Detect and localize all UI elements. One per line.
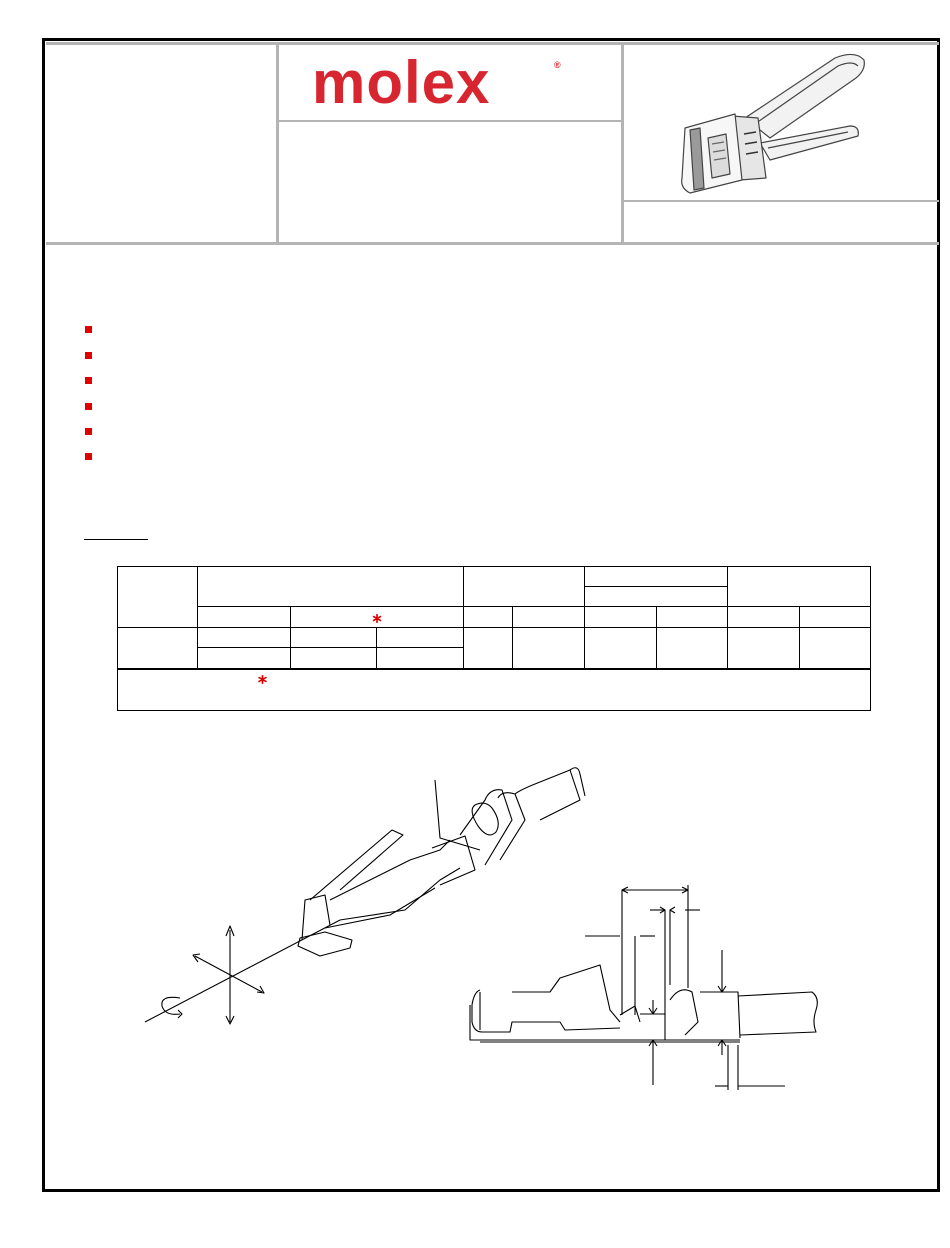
molex-logo bbox=[312, 49, 562, 116]
spec-header-cell bbox=[585, 587, 728, 607]
bullet-marker bbox=[85, 377, 92, 384]
spec-data-cell bbox=[728, 628, 800, 669]
terminal-isometric-view bbox=[145, 768, 585, 1024]
header-bottom-rule bbox=[46, 242, 939, 245]
terminal-drawings bbox=[140, 760, 820, 1100]
spec-data-cell bbox=[513, 628, 585, 669]
spec-header-cell bbox=[198, 567, 464, 607]
spec-data-cell bbox=[464, 628, 513, 669]
bullet-marker bbox=[85, 428, 92, 435]
header-divider-right bbox=[621, 42, 624, 245]
spec-data-cell bbox=[291, 648, 377, 669]
spec-data-cell bbox=[657, 628, 728, 669]
asterisk-marker: ⁎ bbox=[372, 606, 382, 626]
spec-header-cell bbox=[728, 567, 871, 607]
spec-subheader-cell bbox=[198, 607, 291, 628]
spec-data-cell bbox=[198, 648, 291, 669]
spec-data-cell bbox=[118, 628, 198, 669]
spec-note-cell bbox=[118, 666, 871, 711]
spec-header-cell bbox=[118, 567, 198, 628]
terminal-side-view bbox=[470, 885, 817, 1090]
spec-data-cell bbox=[377, 648, 464, 669]
spec-data-cell bbox=[585, 628, 657, 669]
bullet-marker bbox=[85, 453, 92, 460]
header-top-rule bbox=[46, 42, 939, 45]
bullet-marker bbox=[85, 326, 92, 333]
spec-header-cell bbox=[585, 567, 728, 587]
spec-subheader-cell bbox=[513, 607, 585, 628]
image-cell-rule bbox=[623, 200, 939, 202]
spec-table bbox=[117, 566, 871, 711]
bullet-marker bbox=[85, 403, 92, 410]
bullet-marker bbox=[85, 352, 92, 359]
logo-text: molex bbox=[312, 49, 491, 116]
header-divider-left bbox=[276, 42, 279, 245]
registered-mark: ® bbox=[554, 60, 562, 70]
spec-data-cell bbox=[377, 628, 464, 648]
spec-subheader-cell bbox=[728, 607, 800, 628]
crimp-tool-image bbox=[660, 48, 865, 196]
spec-subheader-cell bbox=[657, 607, 728, 628]
spec-data-cell bbox=[800, 628, 871, 669]
note-asterisk-marker: ⁎ bbox=[258, 666, 267, 687]
spec-data-cell bbox=[291, 628, 377, 648]
logo-cell-rule bbox=[278, 120, 621, 122]
spec-subheader-cell bbox=[800, 607, 871, 628]
spec-subheader-cell bbox=[464, 607, 513, 628]
spec-subheader-cell bbox=[585, 607, 657, 628]
spec-data-cell bbox=[198, 628, 291, 648]
spec-header-cell bbox=[464, 567, 585, 607]
section-heading-underline bbox=[84, 539, 148, 540]
spec-subheader-cell bbox=[291, 607, 464, 628]
